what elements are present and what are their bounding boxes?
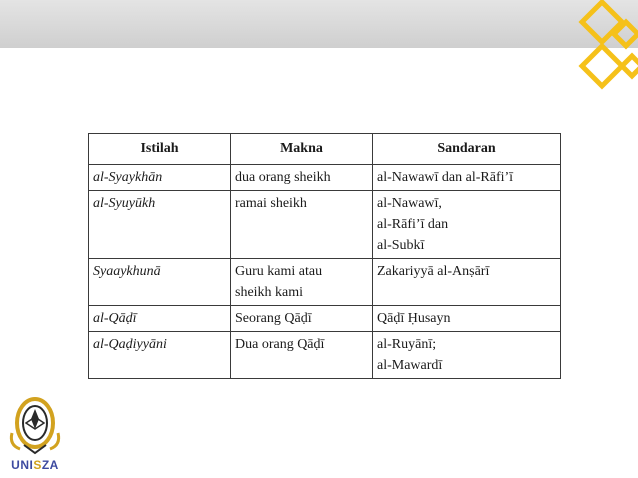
meaning-cell: [231, 306, 373, 332]
table-row: [89, 332, 561, 379]
term-cell: al-Qāḍī: [89, 306, 231, 332]
term-cell: al-Qaḍiyyāni: [89, 332, 231, 379]
meaning-line: Seorang Qāḍī: [235, 311, 312, 326]
source-line: al-Nawawī,: [377, 196, 442, 211]
header-sandaran: Sandaran: [373, 134, 561, 165]
terms-table: [88, 133, 561, 379]
header-makna: Makna: [231, 134, 373, 165]
meaning-line: ramai sheikh: [235, 196, 307, 211]
table-row: [89, 191, 561, 259]
meaning-line: dua orang sheikh: [235, 170, 331, 185]
corner-decoration: [566, 0, 638, 92]
source-line: Qāḍī Ḥusayn: [377, 311, 451, 326]
source-line: al-Nawawī dan al-Rāfi’ī: [377, 170, 514, 185]
table-row: [89, 259, 561, 306]
source-line: al-Mawardī: [377, 358, 443, 373]
meaning-line: sheikh kami: [235, 285, 304, 300]
header-istilah: Istilah: [89, 134, 231, 165]
meaning-cell: [231, 259, 373, 306]
term-cell: al-Syuyūkh: [89, 191, 231, 259]
term-cell: al-Syaykhān: [89, 165, 231, 191]
table-row: [89, 165, 561, 191]
logo-text-end: ZA: [41, 458, 59, 472]
term-cell: Syaaykhunā: [89, 259, 231, 306]
source-cell: [373, 332, 561, 379]
source-cell: [373, 191, 561, 259]
meaning-line: Dua orang Qāḍī: [235, 337, 325, 352]
top-banner: [0, 0, 638, 48]
logo-text-accent: S: [33, 458, 42, 472]
meaning-cell: [231, 332, 373, 379]
table-row: [89, 306, 561, 332]
source-line: Zakariyyā al-Anṣārī: [377, 264, 490, 279]
source-line: al-Subkī: [377, 238, 425, 253]
source-line: al-Ruyānī;: [377, 337, 437, 352]
source-cell: [373, 259, 561, 306]
meaning-cell: [231, 191, 373, 259]
logo-text-main: UNI: [11, 458, 34, 472]
meaning-cell: [231, 165, 373, 191]
university-logo-text: [6, 458, 64, 472]
source-cell: [373, 165, 561, 191]
source-line: al-Rāfi’ī dan: [377, 217, 449, 232]
meaning-line: Guru kami atau: [235, 264, 323, 279]
source-cell: [373, 306, 561, 332]
table-header-row: [89, 134, 561, 165]
